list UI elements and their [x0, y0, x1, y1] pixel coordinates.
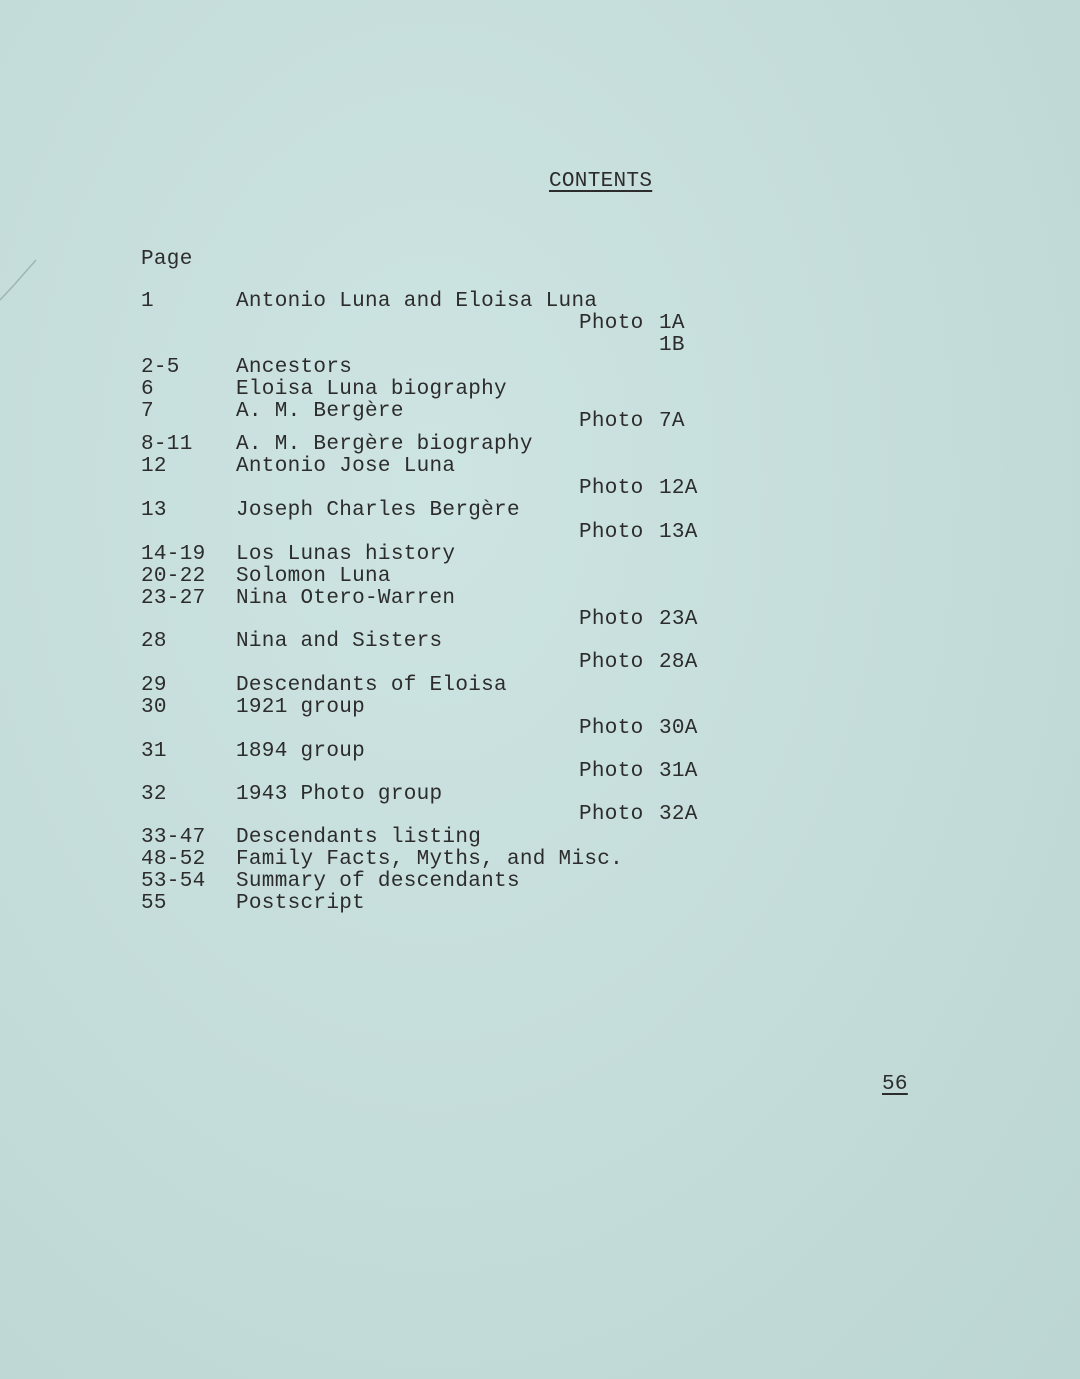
toc-entry-title: 1921 group — [236, 696, 366, 719]
page-column-header: Page — [141, 248, 193, 271]
toc-entry-title: Postscript — [236, 892, 366, 915]
toc-page-number: 23-27 — [141, 587, 206, 610]
photo-ref: 31A — [659, 760, 698, 783]
toc-page-number: 1 — [141, 290, 154, 313]
photo-label: Photo — [579, 410, 644, 433]
toc-page-number: 31 — [141, 740, 167, 763]
toc-entry-title: A. M. Bergère biography — [236, 433, 533, 456]
toc-entry-title: Nina and Sisters — [236, 630, 443, 653]
paper-tear-mark — [0, 255, 40, 315]
toc-page-number: 30 — [141, 696, 167, 719]
toc-page-number: 29 — [141, 674, 167, 697]
toc-entry-title: A. M. Bergère — [236, 400, 404, 423]
toc-entry-title: Summary of descendants — [236, 870, 520, 893]
photo-ref: 12A — [659, 477, 698, 500]
toc-entry-title: Solomon Luna — [236, 565, 391, 588]
toc-entry-title: Joseph Charles Bergère — [236, 499, 520, 522]
toc-entry-title: Nina Otero-Warren — [236, 587, 456, 610]
toc-entry-title: 1894 group — [236, 740, 366, 763]
photo-label: Photo — [579, 312, 644, 335]
photo-ref: 1A — [659, 312, 685, 335]
toc-entry-title: Antonio Jose Luna — [236, 455, 456, 478]
toc-page-number: 6 — [141, 378, 154, 401]
photo-label: Photo — [579, 477, 644, 500]
photo-ref: 13A — [659, 521, 698, 544]
photo-ref: 32A — [659, 803, 698, 826]
page-number: 56 — [882, 1073, 908, 1096]
toc-page-number: 48-52 — [141, 848, 206, 871]
toc-entry-title: Los Lunas history — [236, 543, 456, 566]
photo-label: Photo — [579, 608, 644, 631]
toc-entry-title: Descendants listing — [236, 826, 482, 849]
toc-entry-title: Family Facts, Myths, and Misc. — [236, 848, 624, 871]
photo-label: Photo — [579, 803, 644, 826]
toc-page-number: 7 — [141, 400, 154, 423]
toc-entry-title: 1943 Photo group — [236, 783, 443, 806]
photo-ref: 30A — [659, 717, 698, 740]
toc-entry-title: Descendants of Eloisa — [236, 674, 507, 697]
toc-page-number: 8-11 — [141, 433, 193, 456]
toc-page-number: 53-54 — [141, 870, 206, 893]
photo-ref: 1B — [659, 334, 685, 357]
toc-entry-title: Ancestors — [236, 356, 353, 379]
toc-page-number: 55 — [141, 892, 167, 915]
photo-label: Photo — [579, 717, 644, 740]
photo-ref: 23A — [659, 608, 698, 631]
page-title: CONTENTS — [549, 170, 653, 193]
photo-label: Photo — [579, 760, 644, 783]
toc-page-number: 32 — [141, 783, 167, 806]
photo-label: Photo — [579, 521, 644, 544]
toc-page-number: 14-19 — [141, 543, 206, 566]
toc-entry-title: Eloisa Luna biography — [236, 378, 507, 401]
toc-page-number: 20-22 — [141, 565, 206, 588]
toc-page-number: 2-5 — [141, 356, 180, 379]
photo-ref: 28A — [659, 651, 698, 674]
toc-page-number: 33-47 — [141, 826, 206, 849]
photo-label: Photo — [579, 651, 644, 674]
toc-entry-title: Antonio Luna and Eloisa Luna — [236, 290, 598, 313]
photo-ref: 7A — [659, 410, 685, 433]
toc-page-number: 28 — [141, 630, 167, 653]
toc-page-number: 12 — [141, 455, 167, 478]
toc-page-number: 13 — [141, 499, 167, 522]
